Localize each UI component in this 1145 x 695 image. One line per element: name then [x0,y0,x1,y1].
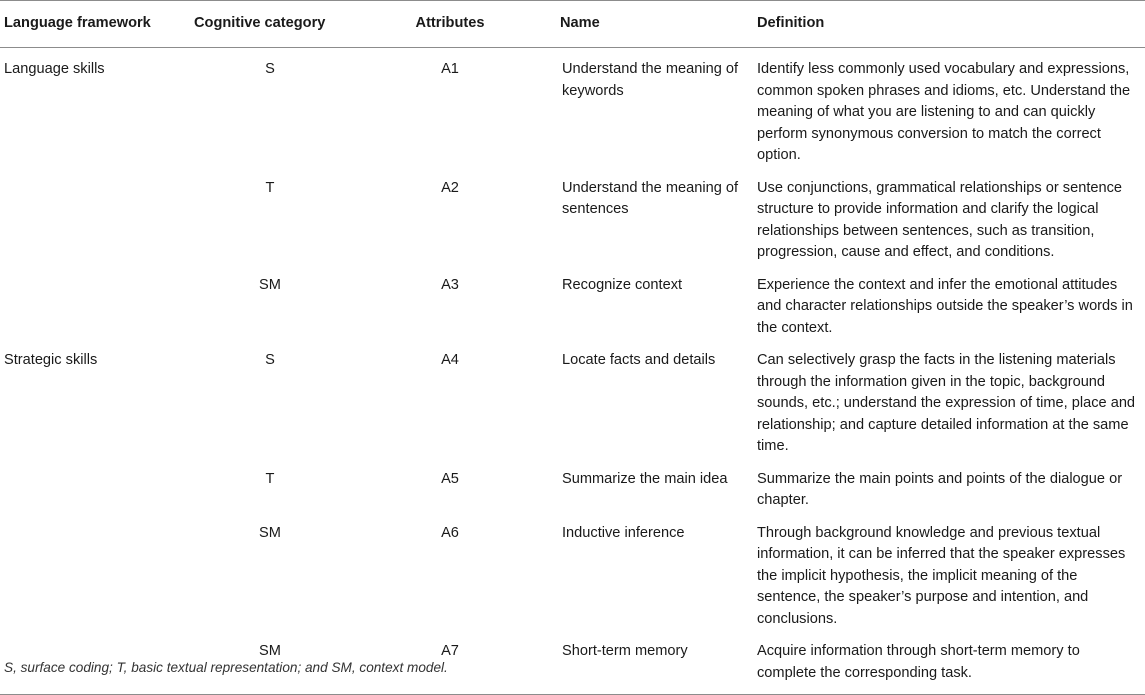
table-row [0,458,1145,512]
table-row [0,264,1145,340]
cell-definition: Through background knowledge and previous textual information, it can be inferred that the speaker expresses the implicit hypothesis, the implicit meaning of the sentence, the speaker’s purpose and intention, and conclusions. [757,524,1126,627]
header-definition: Definition [747,1,1145,48]
cell-framework [0,264,190,340]
cell-category: SM [259,276,281,293]
header-attributes: Attributes [350,1,550,48]
table-footnote: S, surface coding; T, basic textual representation; and SM, context model. [4,660,448,675]
cell-attribute: A3 [441,276,459,293]
cell-attribute: A2 [441,179,459,196]
cell-framework: Strategic skills [4,352,98,368]
cell-attribute: A7 [350,630,550,695]
cell-attribute: A1 [441,61,459,77]
cell-definition: Identify less commonly used vocabulary and expressions, common spoken phrases and idioms, etc. Understand the meaning of what you are listening to and can quickly perform synonymous conversion to match the correct option. [757,61,1131,163]
cell-framework [0,458,190,512]
table-row [0,167,1145,264]
cell-name: Understand the meaning of keywords [562,61,739,99]
cell-category: T [265,470,275,487]
table-row [0,512,1145,631]
cell-name: Short-term memory [550,630,747,695]
cell-name: Recognize context [562,276,683,293]
header-cognitive-category: Cognitive category [190,1,350,48]
cell-definition: Summarize the main points and points of the dialogue or chapter. [757,470,1123,508]
cell-category: S [265,352,275,368]
cell-attribute: A4 [441,352,459,368]
cell-framework [0,512,190,631]
cell-definition: Can selectively grasp the facts in the listening materials through the information given in the topic, background sounds, etc.; understand the expression of time, place and relationship; and capture detailed information at the same time. [757,352,1136,454]
cell-name: Summarize the main idea [562,470,728,487]
header-name: Name [550,1,747,48]
cell-attribute: A5 [441,470,459,487]
cell-category: T [265,179,275,196]
cell-category: SM [190,630,350,695]
cell-category: S [265,61,275,77]
cell-attribute: A6 [441,524,459,541]
table-row [0,48,1145,167]
header-language-framework: Language framework [0,1,190,48]
cell-definition: Experience the context and infer the emotional attitudes and character relationships outside the speaker’s words in the context. [757,276,1133,336]
cell-name: Inductive inference [562,524,685,541]
cell-definition: Acquire information through short-term memory to complete the corresponding task. [747,630,1145,695]
table-row [0,339,1145,458]
cell-name: Locate facts and details [562,352,716,368]
cell-framework [0,167,190,264]
cell-framework: Language skills [4,61,105,77]
table-header-row [0,1,1145,48]
cell-category: SM [259,524,281,541]
cell-definition: Use conjunctions, grammatical relationships or sentence structure to provide information and clarify the logical relationships between sentences, such as transition, progression, cause and effect, and conditions. [757,179,1123,260]
cell-name: Understand the meaning of sentences [562,179,739,217]
